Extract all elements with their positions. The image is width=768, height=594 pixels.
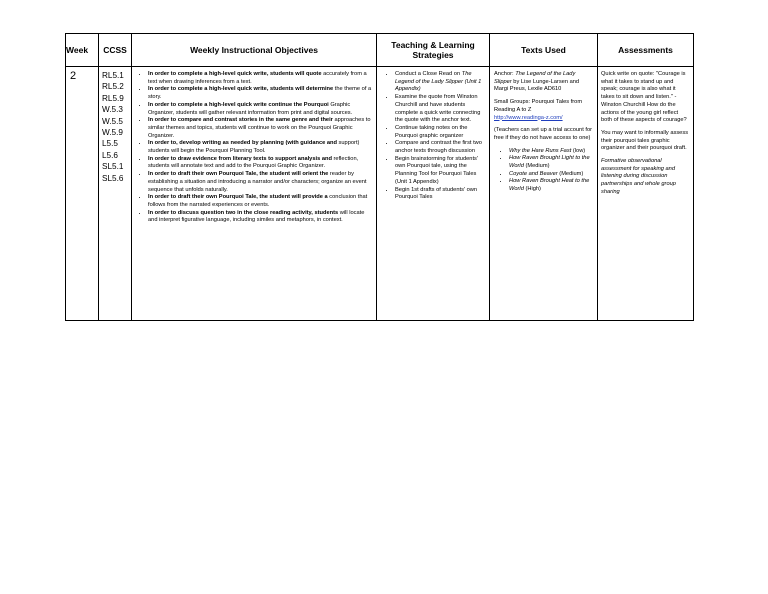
objectives-cell <box>132 67 377 321</box>
strategies-cell <box>377 67 490 321</box>
objective-item <box>148 194 372 209</box>
objective-rest: the theme of a story. <box>148 86 372 101</box>
book-title: Why the Hare Runs Fast <box>509 147 572 154</box>
leveled-book <box>509 148 594 156</box>
header-row <box>66 34 694 67</box>
objective-rest: approaches to similar themes and topics, students will continue to work on the Pourquoi Graphic Organizer. <box>148 117 371 139</box>
ccss-standard: SL5.6 <box>102 173 124 183</box>
objective-item <box>148 86 372 101</box>
book-title: How Raven Brought Light to the World <box>509 155 590 170</box>
week-cell <box>66 67 99 321</box>
objective-item <box>148 71 372 86</box>
strategy-item <box>395 140 486 155</box>
anchor-text <box>494 71 594 94</box>
objective-lead: In order to complete a high-level quick write, students will quote <box>148 71 322 77</box>
ccss-standard: W.5.9 <box>102 128 123 138</box>
ccss-standard: SL5.1 <box>102 162 124 172</box>
small-groups-label: Small Groups: Pourquoi Tales from Reading A to Z <box>494 99 583 113</box>
strategy-text: Begin 1st drafts of students' own Pourquoi Tales <box>395 186 478 201</box>
strategy-item <box>395 94 486 125</box>
week-number: 2 <box>70 70 77 82</box>
objective-rest: conclusion that follows from the narrated experiences or events. <box>148 194 368 208</box>
objective-rest: reader by establishing a situation and introducing a narrator and/or characters; organize an event sequence that unfolds naturally. <box>148 171 367 193</box>
leveled-book <box>509 171 594 179</box>
ccss-standard: L5.6 <box>102 150 118 160</box>
assessment-informal: You may want to informally assess their pourquoi tales graphic organizer and their pourquoi draft. <box>601 129 689 152</box>
strategy-item <box>395 125 486 140</box>
anchor-title: The Legend of the Lady Slipper <box>494 71 576 85</box>
week-row <box>66 67 694 321</box>
objective-item <box>148 156 372 171</box>
book-level: (High) <box>525 186 541 193</box>
objective-item <box>148 171 372 194</box>
ccss-standard: RL5.1 <box>102 71 124 80</box>
header-assessments: Assessments <box>598 34 694 67</box>
header-texts: Texts Used <box>490 34 598 67</box>
objectives-list <box>132 67 376 225</box>
weekly-plan-table <box>65 33 694 321</box>
objective-lead: In order to draw evidence from literary texts to support analysis and <box>148 155 332 162</box>
ccss-list <box>99 67 131 184</box>
objective-lead: In order to draft their own Pourquoi Tale, the student will provide a <box>148 194 328 201</box>
assessment-formative <box>601 158 690 197</box>
header-objectives: Weekly Instructional Objectives <box>132 34 377 67</box>
objective-lead: In order to complete a high-level quick write continue the Pourquoi <box>148 101 329 108</box>
header-ccss: CCSS <box>99 34 132 67</box>
objective-lead: In order to, develop writing as needed by planning (with guidance and <box>148 140 337 147</box>
strategy-text: Compare and contrast the first two anchor texts through discussion <box>395 140 482 155</box>
objective-lead: In order to discuss question two in the close reading activity, students <box>148 209 339 216</box>
ccss-standard: L5.5 <box>102 139 118 149</box>
objective-rest: accurately from a text when drawing inferences from a text. <box>148 71 367 85</box>
assessment-formative-text: Formative observational assessment for speaking and listening during discussion partnerships and whole group sharing <box>601 158 676 195</box>
leveled-books-list <box>494 148 594 194</box>
objective-item <box>148 102 372 117</box>
ccss-standard: RL5.2 <box>102 82 124 92</box>
objective-lead: In order to complete a high-level quick write, students will determine <box>148 86 334 93</box>
readinga-z-link[interactable]: http://www.readinga-z.com/ <box>494 114 563 121</box>
book-title: Coyote and Beaver <box>509 170 558 177</box>
objective-item <box>148 210 372 225</box>
ccss-standard: W.5.3 <box>102 105 123 115</box>
book-level: (Medium) <box>525 163 550 170</box>
objective-rest: will locate and interpret figurative language, including similes and metaphors, in context. <box>148 209 365 224</box>
strategy-item <box>395 156 486 187</box>
strategy-text: Conduct a Close Read on <box>395 71 462 77</box>
texts-cell <box>490 67 598 321</box>
anchor-label: Anchor: <box>494 71 514 77</box>
assessment-quick-write: Quick write on quote: "Courage is what it takes to stand up and speak; courage is also what it takes to sit down and listen." -Winston Churchill How do the actions of the young girl reflect both of these aspects of courage? <box>601 71 687 124</box>
ccss-cell <box>99 67 132 321</box>
objective-item <box>148 140 372 155</box>
strategy-text: Examine the quote from Winston Churchill and have students complete a quick write connecting the quote with the anchor text. <box>395 94 481 124</box>
anchor-author: by Lise Lunge-Larsen and Margi Preus, Lexile AD610 <box>494 78 580 93</box>
strategy-text: Begin brainstorming for students' own Pourquoi tale, using the Planning Tool for Pourquoi Tales (Unit 1 Appendix) <box>395 155 478 185</box>
header-strategies: Teaching & Learning Strategies <box>377 34 490 67</box>
book-level: (Medium) <box>559 170 584 177</box>
strategy-text: Continue taking notes on the Pourquoi graphic organizer <box>395 124 468 139</box>
assessments-cell <box>598 67 694 321</box>
book-level: (low) <box>572 147 586 154</box>
objective-rest: support) students will begin the Pourquoi Planning Tool. <box>148 140 360 155</box>
leveled-book <box>509 155 594 170</box>
leveled-book <box>509 178 594 193</box>
header-week: Week <box>66 34 99 67</box>
strategies-list <box>377 67 489 202</box>
ccss-standard: RL5.9 <box>102 93 124 103</box>
objective-lead: In order to draft their own Pourquoi Tale, the student will orient the <box>148 171 329 178</box>
small-groups-text <box>494 99 594 122</box>
objective-rest: Graphic Organizer, students will gather relevant information from print and digital sources. <box>148 101 353 116</box>
strategy-italic: The Legend of the Lady Slipper (Unit 1 Appendix) <box>395 71 482 93</box>
objective-rest: reflection, students will annotate text and add to the Pourquoi Graphic Organizer. <box>148 155 359 170</box>
objective-item <box>148 117 372 140</box>
strategy-item <box>395 71 486 94</box>
trial-note: (Teachers can set up a trial account for free if they do not have access to one) <box>494 127 592 141</box>
strategy-item <box>395 187 486 202</box>
objective-lead: In order to compare and contrast stories in the same genre and their <box>148 117 333 124</box>
book-title: How Raven Brought Heat to the World <box>509 178 590 193</box>
ccss-standard: W.5.5 <box>102 116 123 126</box>
